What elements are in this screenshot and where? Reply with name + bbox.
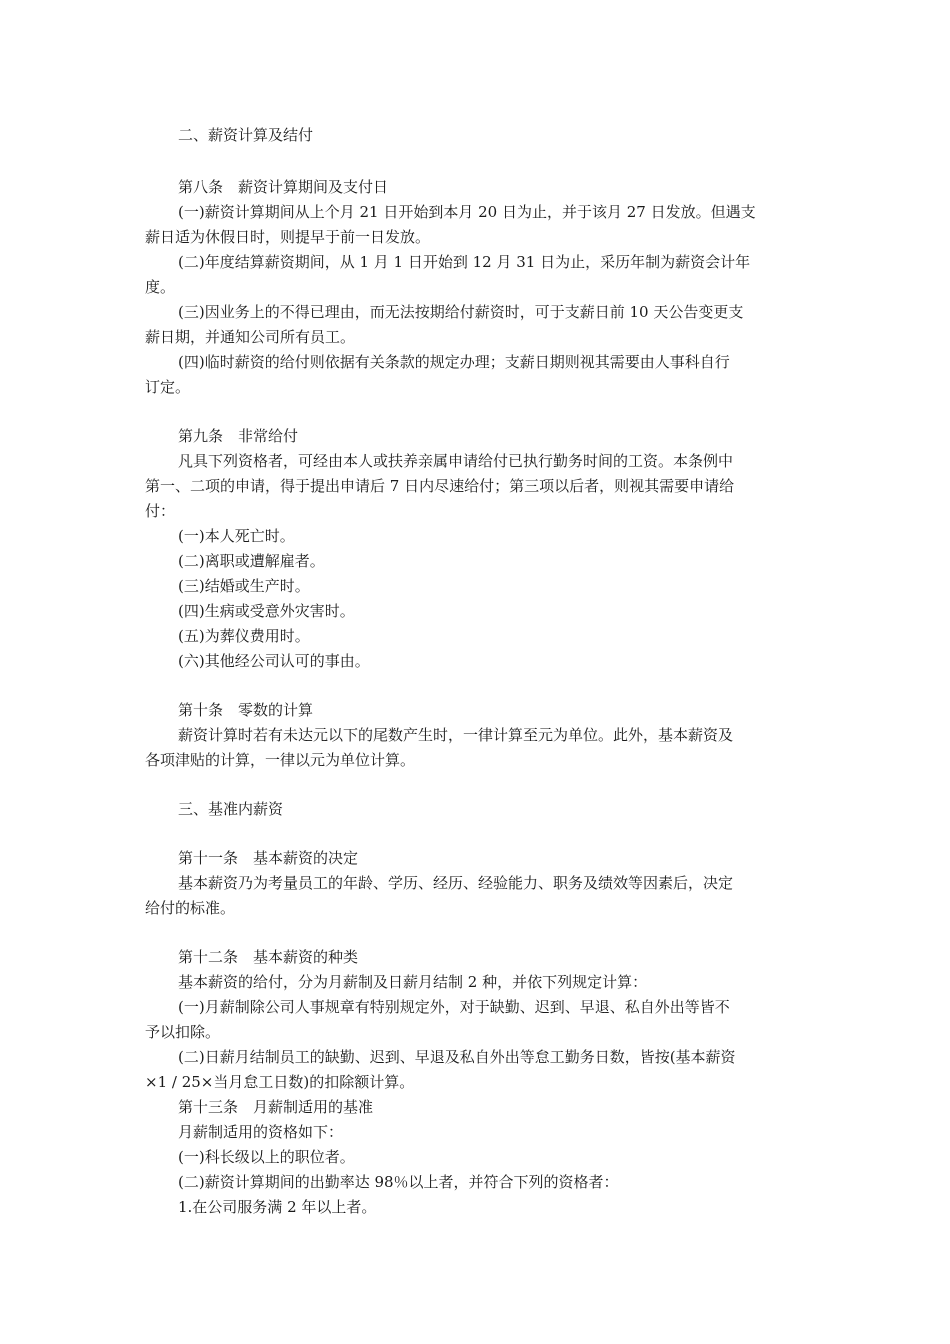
paragraph-line: (二)年度结算薪资期间，从 1 月 1 日开始到 12 月 31 日为止，采历年制为薪资会计年: [178, 253, 751, 271]
paragraph-line: (三)因业务上的不得已理由，而无法按期给付薪资时，可于支薪日前 10 天公告变更支: [178, 303, 744, 321]
paragraph-line: (四)临时薪资的给付则依据有关条款的规定办理；支薪日期则视其需要由人事科自行: [178, 353, 730, 371]
paragraph-line: 基本薪资的给付，分为月薪制及日薪月结制 2 种，并依下列规定计算：: [178, 973, 648, 991]
paragraph-line: (一)薪资计算期间从上个月 21 日开始到本月 20 日为止，并于该月 27 日发放。但遇支: [178, 203, 756, 221]
paragraph-line: 度。: [145, 278, 176, 296]
article-heading: 第十条 零数的计算: [178, 701, 314, 719]
article-heading: 第十三条 月薪制适用的基准: [178, 1098, 374, 1116]
section-heading: 二、薪资计算及结付: [178, 126, 314, 144]
paragraph-line: 订定。: [145, 378, 191, 396]
list-item: (一)科长级以上的职位者。: [178, 1148, 355, 1166]
article-heading: 第十一条 基本薪资的决定: [178, 849, 359, 867]
section-heading: 三、基准内薪资: [178, 800, 284, 818]
paragraph-line: 付：: [145, 502, 176, 520]
paragraph-line: 予以扣除。: [145, 1023, 221, 1041]
list-item: (五)为葬仪费用时。: [178, 627, 310, 645]
list-item: (三)结婚或生产时。: [178, 577, 310, 595]
paragraph-line: 第一、二项的申请，得于提出申请后 7 日内尽速给付；第三项以后者，则视其需要申请给: [145, 477, 735, 495]
paragraph-line: 基本薪资乃为考量员工的年龄、学历、经历、经验能力、职务及绩效等因素后，决定: [178, 874, 734, 892]
article-heading: 第十二条 基本薪资的种类: [178, 948, 359, 966]
paragraph-line: 薪日期，并通知公司所有员工。: [145, 328, 356, 346]
paragraph-line: 各项津贴的计算，一律以元为单位计算。: [145, 751, 416, 769]
list-item: (六)其他经公司认可的事由。: [178, 652, 370, 670]
list-item: (四)生病或受意外灾害时。: [178, 602, 355, 620]
article-heading: 第九条 非常给付: [178, 427, 299, 445]
paragraph-line: 给付的标准。: [145, 899, 236, 917]
article-heading: 第八条 薪资计算期间及支付日: [178, 178, 389, 196]
list-item: (一)本人死亡时。: [178, 527, 295, 545]
list-item: (二)薪资计算期间的出勤率达 98％以上者，并符合下列的资格者：: [178, 1173, 619, 1191]
paragraph-line: (一)月薪制除公司人事规章有特别规定外，对于缺勤、迟到、早退、私自外出等皆不: [178, 998, 730, 1016]
paragraph-line: (二)日薪月结制员工的缺勤、迟到、早退及私自外出等怠工勤务日数，皆按(基本薪资: [178, 1048, 736, 1066]
paragraph-line: 薪日适为休假日时，则提早于前一日发放。: [145, 228, 431, 246]
paragraph-line: 凡具下列资格者，可经由本人或扶养亲属申请给付已执行勤务时间的工资。本条例中: [178, 452, 734, 470]
list-item: 1.在公司服务满 2 年以上者。: [178, 1198, 377, 1216]
paragraph-line: ×1 / 25×当月怠工日数)的扣除额计算。: [145, 1073, 415, 1091]
paragraph-line: 薪资计算时若有未达元以下的尾数产生时，一律计算至元为单位。此外，基本薪资及: [178, 726, 734, 744]
list-item: (二)离职或遭解雇者。: [178, 552, 325, 570]
paragraph-line: 月薪制适用的资格如下：: [178, 1123, 344, 1141]
